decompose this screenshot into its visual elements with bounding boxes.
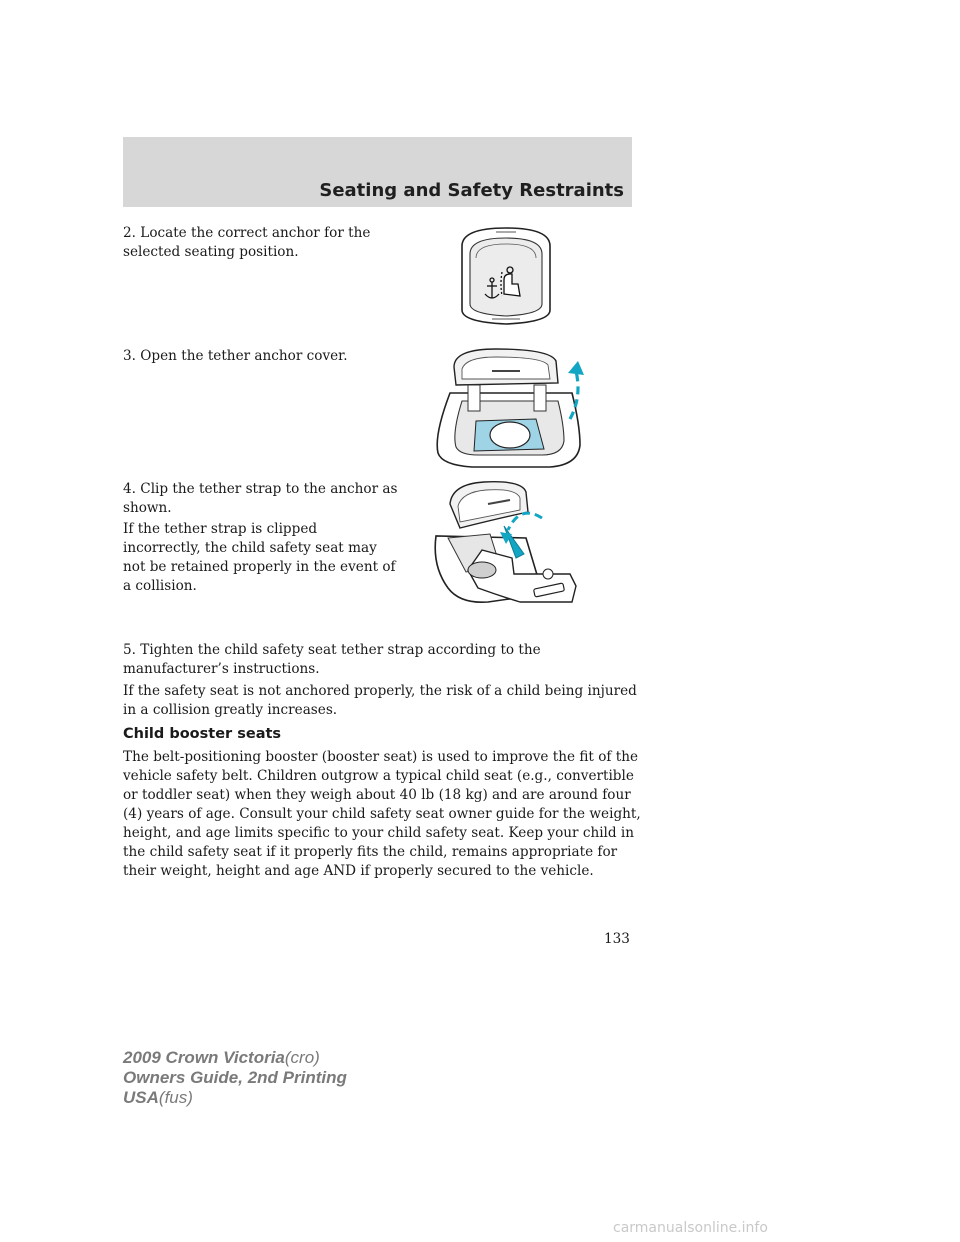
footer-model-code: (cro) (284, 1048, 320, 1067)
step-5-text: 5. Tighten the child safety seat tether strap according to the manufacturer’s instructions. (123, 642, 541, 677)
footer-market-code: (fus) (158, 1088, 193, 1107)
footer-line-1 (123, 1048, 347, 1068)
header-band (123, 137, 632, 207)
page-number: 133 (604, 931, 630, 947)
tether-clip-icon (430, 478, 580, 610)
section-heading-booster: Child booster seats (123, 726, 282, 742)
section-title: Seating and Safety Restraints (319, 180, 624, 201)
footer-identification (123, 1048, 347, 1108)
step-3-text: 3. Open the tether anchor cover. (123, 348, 348, 364)
anchor-cover-closed-icon (452, 224, 560, 326)
watermark-text: carmanualsonline.info (613, 1220, 768, 1236)
anchor-cover-open-icon (432, 345, 592, 469)
warning-text: If the safety seat is not anchored properly, the risk of a child being injured in a collision greatly increases. (123, 683, 637, 718)
footer-market: USA (123, 1088, 159, 1107)
booster-body-text: The belt-positioning booster (booster seat) is used to improve the fit of the vehicle safety belt. Children outgrow a typical child seat (e.g., convertible or toddler seat) when they weigh about 40 lb (18 kg) and are around four (4) years of age. Consult your child safety seat owner guide for the weight, height, and age limits specific to your child safety seat. Keep your child in the child safety seat if it properly fits the child, remains appropriate for their weight, height and age AND if properly secured to the vehicle. (123, 749, 641, 879)
footer-line-2: Owners Guide, 2nd Printing (123, 1068, 347, 1087)
step-4-text: 4. Clip the tether strap to the anchor as shown. (123, 481, 398, 516)
step-2-text: 2. Locate the correct anchor for the selected seating position. (123, 225, 371, 260)
step-4-note: If the tether strap is clipped incorrectly, the child safety seat may not be retained properly in the event of a collision. (123, 521, 396, 594)
footer-line-3 (123, 1088, 347, 1108)
footer-model: 2009 Crown Victoria (123, 1048, 285, 1067)
